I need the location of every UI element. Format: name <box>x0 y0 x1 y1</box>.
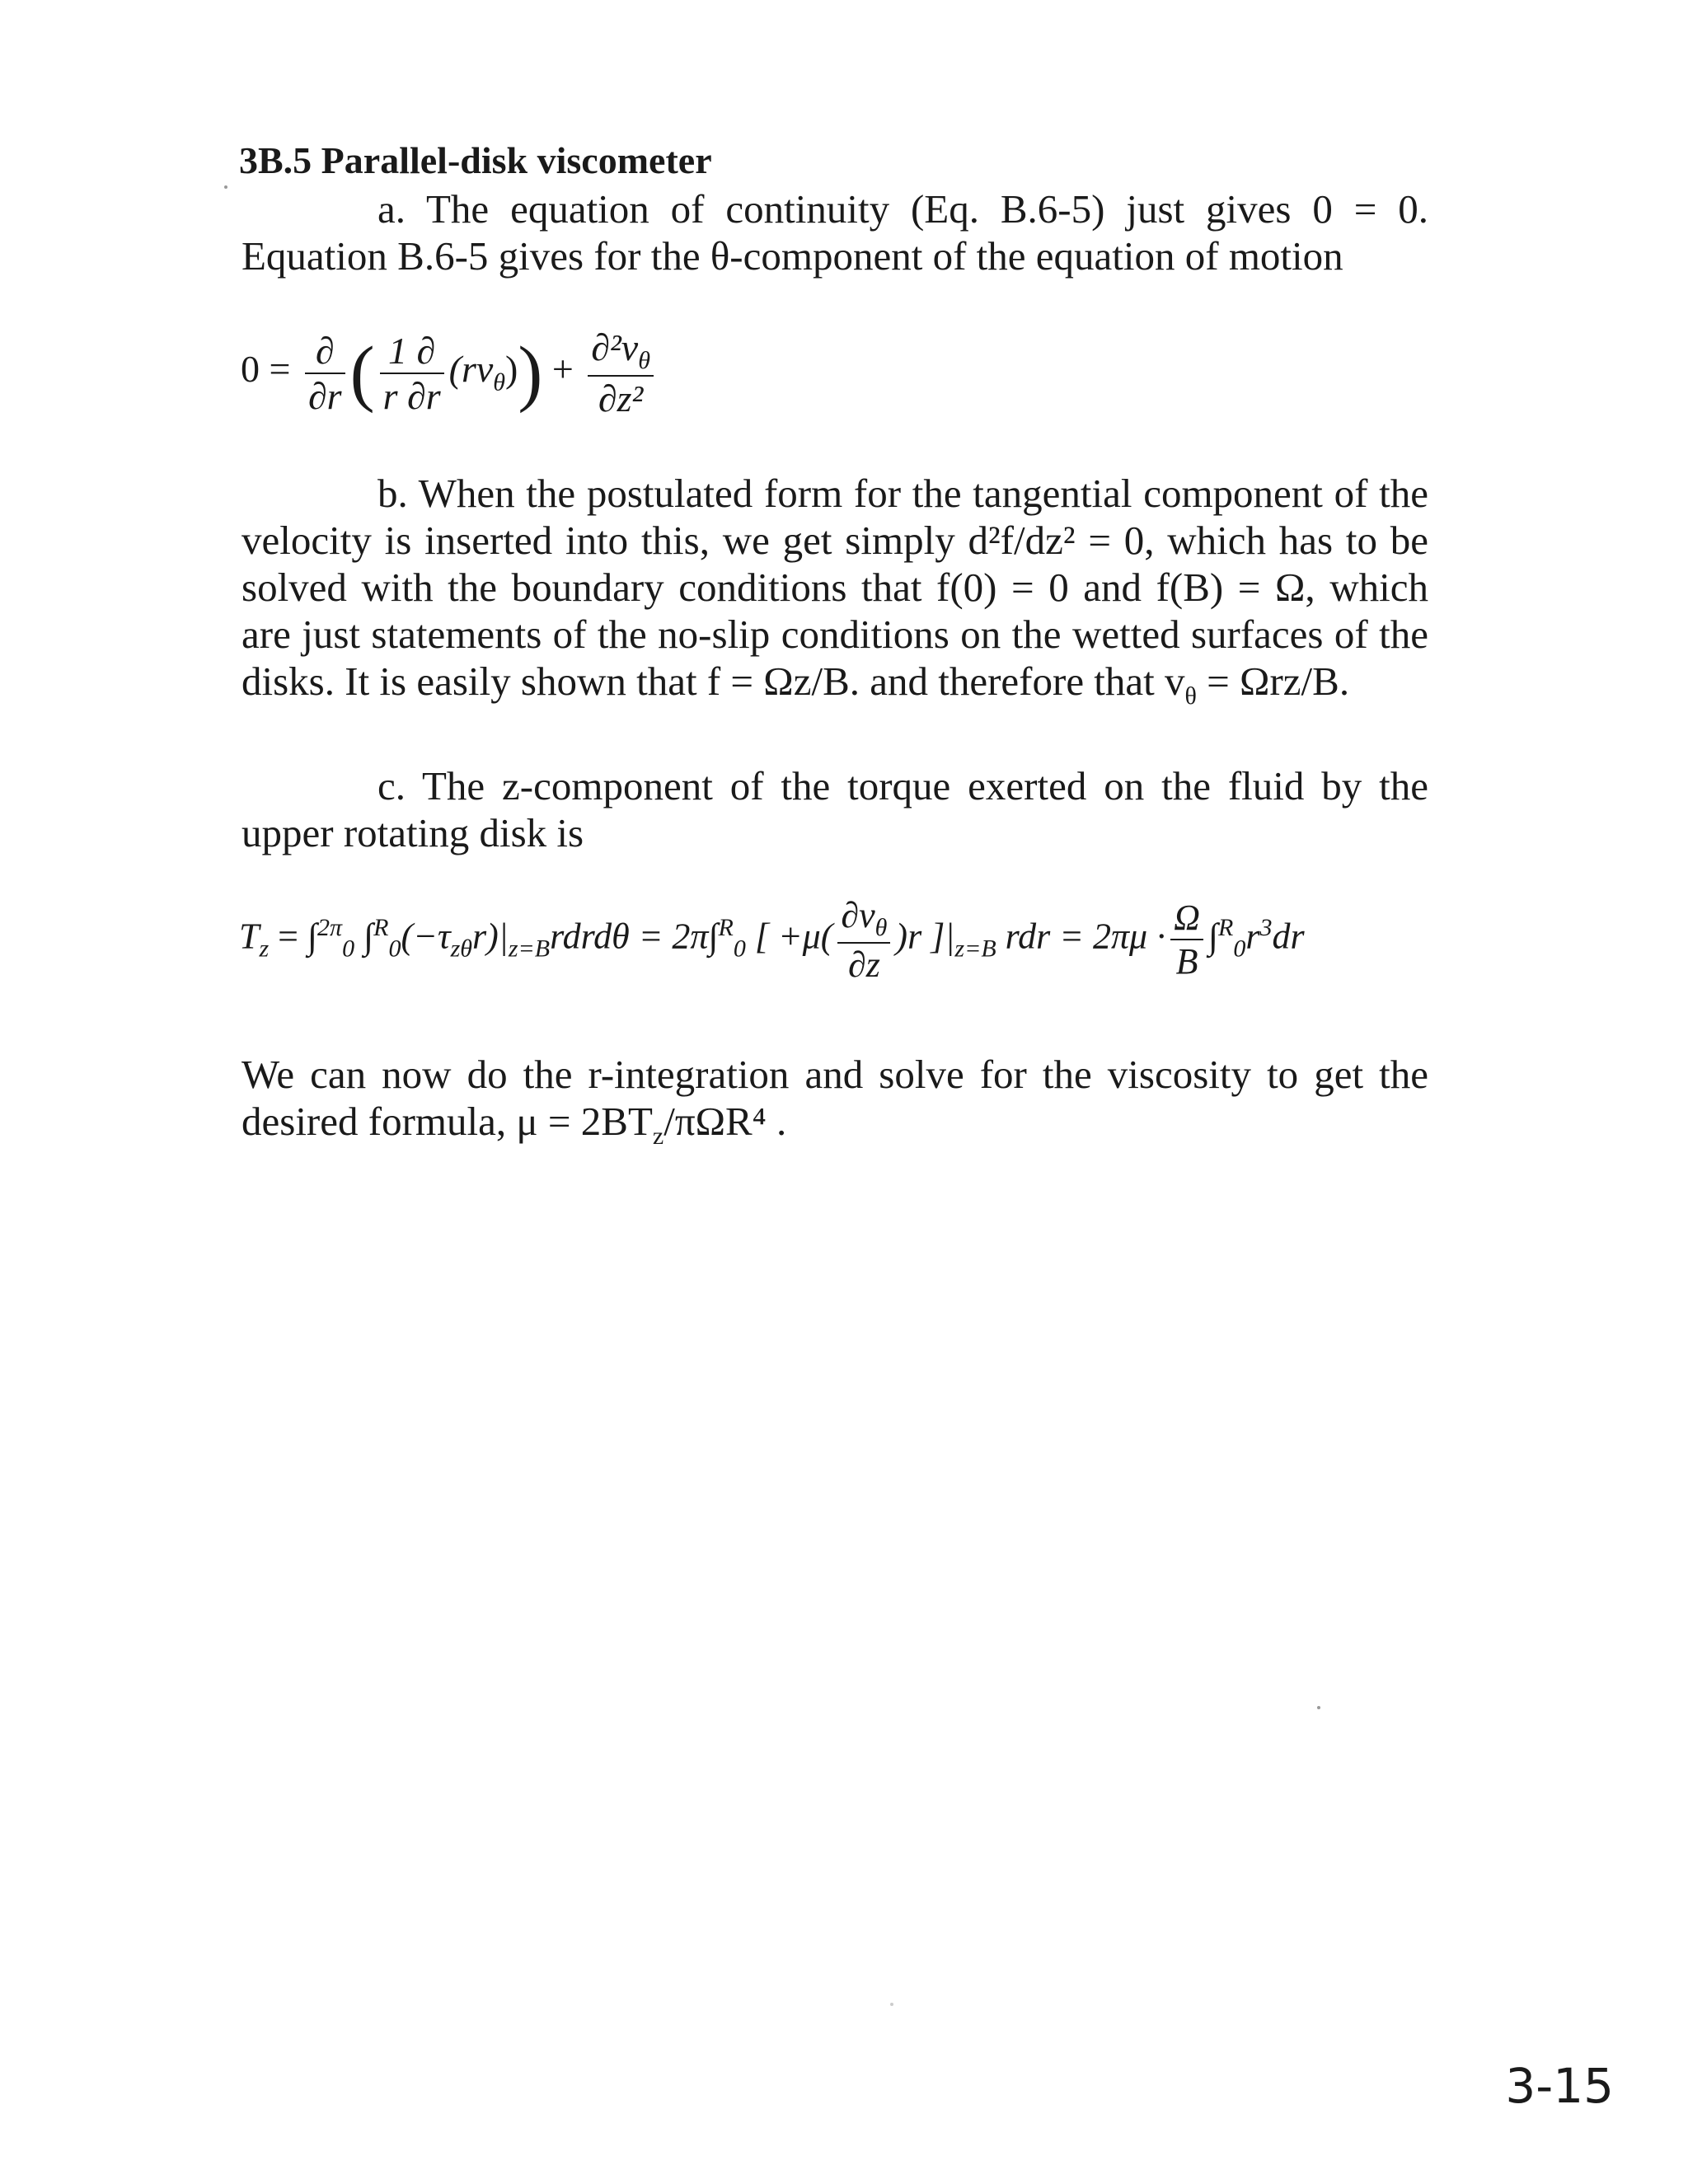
scan-speck <box>890 2003 893 2006</box>
paragraph-d: We can now do the r-integration and solve for the viscosity to get the desired formula, $\mu = 2BT_z$/πΩR⁴ . <box>241 1052 1428 1150</box>
equation-motion: 0 = $\frac{\partial}{\partial r}$ ( $\frac{1 \partial}{r \partial r}$ $(rv_\theta)$) + $\frac{\partial^2v_\theta}{\text{∂z²}}$ <box>241 326 659 420</box>
equation-torque: $T_z = \int^{2\pi}_0$ $\int^R_0(-\tau_{z\theta}r)|_{z=B}rdrd\theta = 2\pi\int^R_0$ [ +μ( $\frac{\partial v_\theta}{\partial z}$ )r ]$|_{z=B}$ rdr = 2πμ · $\frac{\Omega}{B}$ $\int^R_0r^3dr$ <box>239 895 1305 985</box>
paragraph-b: b. When the postulated form for the tangential component of the velocity is inserted into this, we get simply d²f/dz² = 0, which has to be solved with the boundary conditions that f(0) = 0 and f(B) = Ω, which are just statements of the no-slip conditions on the wetted surfaces of the disks. It is easily shown that f = Ωz/B. and therefore that $v_\theta = \Omega rz/B$. <box>241 471 1428 710</box>
scan-speck <box>1317 1706 1320 1709</box>
paragraph-c: c. The z-component of the torque exerted on the fluid by the upper rotating disk is <box>241 763 1428 855</box>
scan-speck <box>224 185 227 189</box>
paragraph-a: a. The equation of continuity (Eq. B.6-5) just gives 0 = 0. Equation B.6-5 gives for the θ-component of the equation of motion <box>241 186 1428 279</box>
page-number: 3-15 <box>1505 2058 1614 2114</box>
problem-title: 3B.5 Parallel-disk viscometer <box>239 139 712 181</box>
